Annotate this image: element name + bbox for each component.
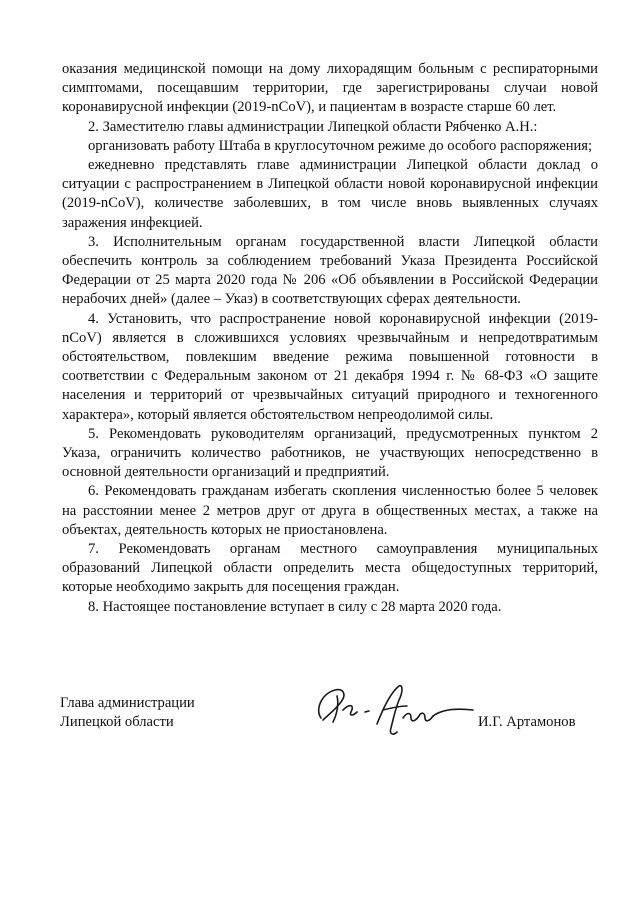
signatory-title-line-1: Глава администрации: [60, 695, 195, 711]
signatory-title: [60, 694, 195, 732]
paragraph-item-4: 4. Установить, что распространение новой коронавирусной инфекции (2019-nCoV) является в сложившихся условиях чрезвычайным и непредотвратимым обстоятельством, повлекшим введение режима повышенной готовности в соответствии с Федеральным законом от 21 декабря 1994 г. № 68-ФЗ «О защите населения и территорий от чрезвычайных ситуаций природного и техногенного характера», который является обстоятельством непреодолимой силы.: [62, 310, 598, 423]
paragraph-continuation: оказания медицинской помощи на дому лихорадящим больным с респираторными симптомами, посещавшим территории, где зарегистрированы случаи новой коронавирусной инфекции (2019-nCoV), и пациентам в возрасте старше 60 лет.: [62, 61, 598, 116]
paragraph-item-8: 8. Настоящее постановление вступает в силу с 28 марта 2020 года.: [88, 598, 502, 615]
paragraph-item-2: 2. Заместителю главы администрации Липецкой области Рябченко А.Н.:: [88, 118, 538, 135]
signatory-name: И.Г. Артамонов: [478, 714, 576, 730]
paragraph-item-2-sub-1: организовать работу Штаба в круглосуточном режиме до особого распоряжения;: [88, 137, 593, 154]
paragraph-item-2-sub-2: ежедневно представлять главе администрации Липецкой области доклад о ситуации с распространением в Липецкой области новой коронавирусной инфекции (2019-nCoV), количестве заболевших, в том числе вновь выявленных случаях заражения инфекцией.: [62, 157, 598, 231]
document-body: [62, 60, 598, 617]
paragraph-item-5: 5. Рекомендовать руководителям организаций, предусмотренных пунктом 2 Указа, ограничить количество работников, не участвующих непосредственно в основной деятельности организаций и предприятий.: [62, 425, 598, 481]
paragraph-item-3: 3. Исполнительным органам государственной власти Липецкой области обеспечить контроль за соблюдением требований Указа Президента Российской Федерации от 25 марта 2020 года № 206 «Об объявлении в Российской Федерации нерабочих дней» (далее – Указ) в соответствующих сферах деятельности.: [62, 233, 598, 308]
paragraph-item-6: 6. Рекомендовать гражданам избегать скопления численностью более 5 человек на расстоянии менее 2 метров друг от друга в общественных местах, а также на объектах, деятельность которых не приостановлена.: [62, 483, 598, 538]
signatory-title-line-2: Липецкой области: [60, 714, 174, 731]
signature-block: [60, 694, 620, 764]
paragraph-item-7: 7. Рекомендовать органам местного самоуправления муниципальных образований Липецкой области определить места общедоступных территорий, которые необходимо закрыть для посещения граждан.: [62, 541, 598, 596]
handwritten-signature: [307, 680, 477, 740]
